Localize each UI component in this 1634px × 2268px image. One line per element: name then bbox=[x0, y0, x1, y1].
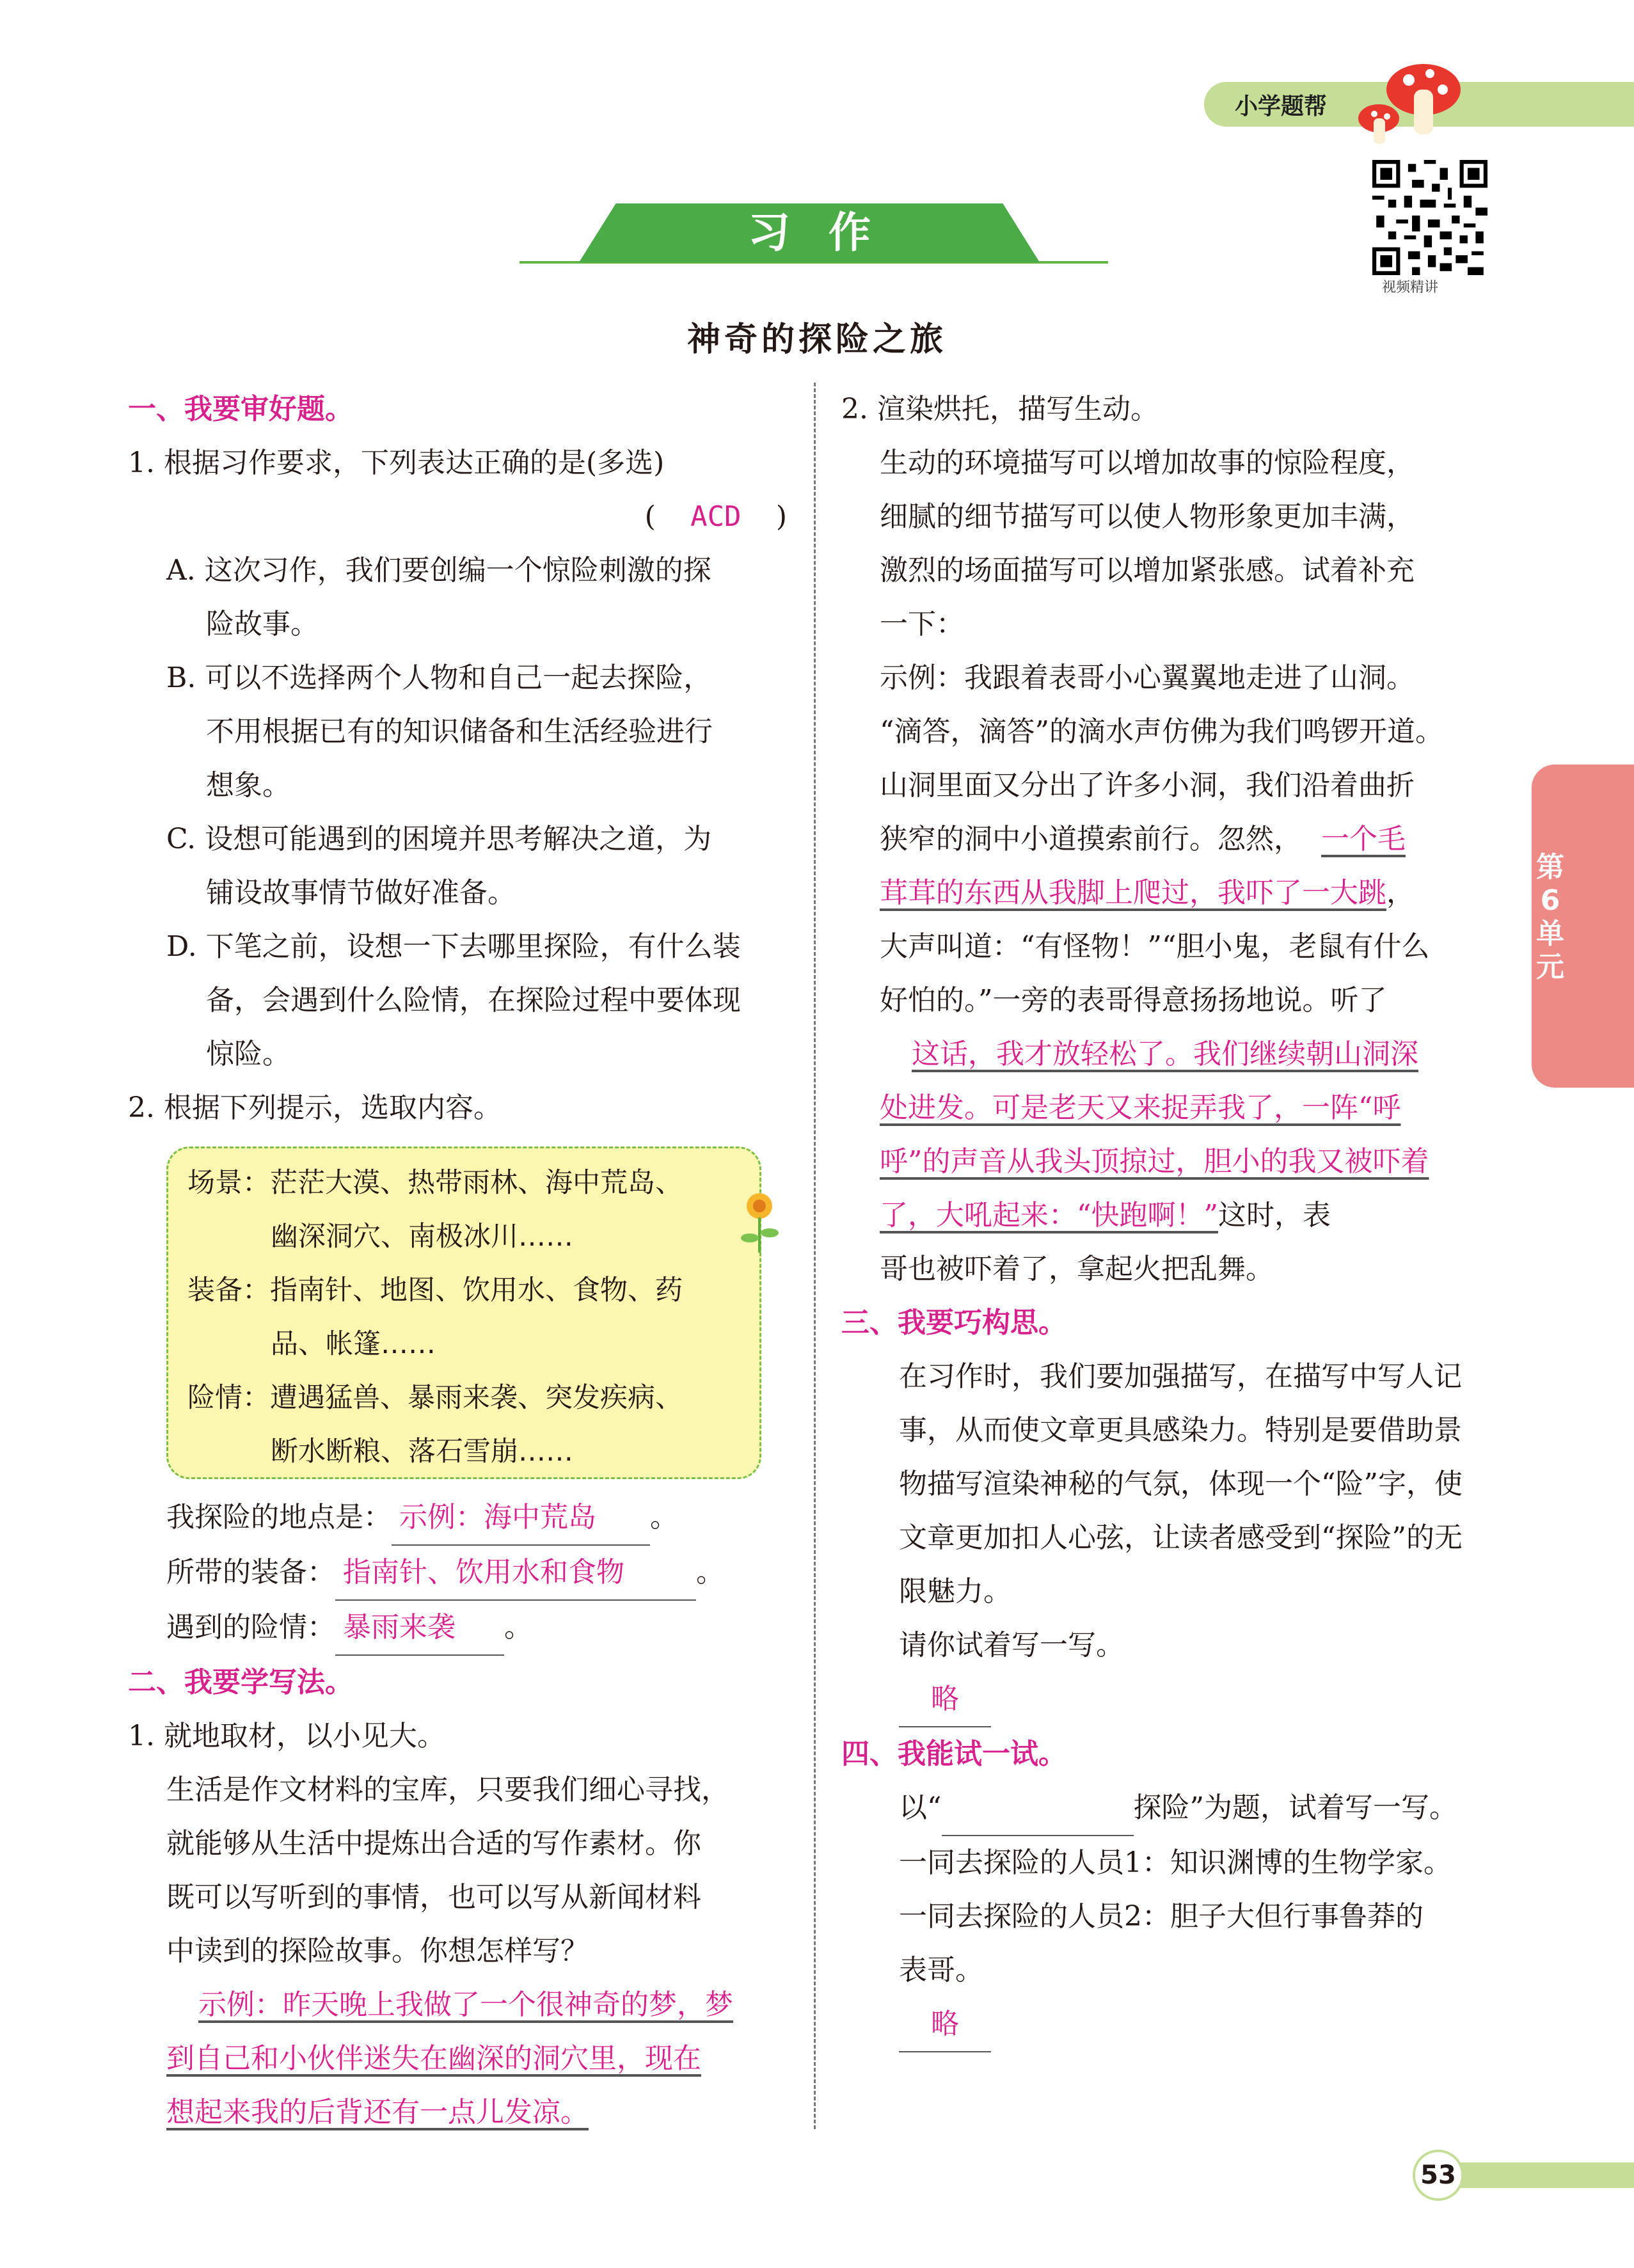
example-line7: 好怕的。”一旁的表哥得意扬扬地说。听了 bbox=[880, 984, 1387, 1017]
question-1: 1. 根据习作要求，下列表达正确的是(多选) bbox=[128, 447, 665, 479]
title-blank[interactable] bbox=[942, 1781, 1134, 1836]
option-d-line2: 备，会遇到什么险情，在探险过程中要体现 bbox=[206, 984, 741, 1017]
fill-danger-label: 遇到的险情： bbox=[166, 1611, 335, 1644]
method-2-text-line2: 细腻的细节描写可以使人物形象更加丰满， bbox=[880, 500, 1415, 533]
option-b-line3: 想象。 bbox=[206, 769, 290, 802]
method-1-answer-line2 bbox=[128, 2032, 793, 2086]
section-4-answer[interactable]: 略 bbox=[899, 1997, 991, 2052]
fill-location-answer[interactable]: 示例：海中荒岛 bbox=[392, 1491, 650, 1546]
method-2-text-line1: 生动的环境描写可以增加故事的惊险程度， bbox=[880, 447, 1415, 479]
hint-scene-line2: 幽深洞穴、南极冰川…… bbox=[271, 1221, 573, 1253]
example-line8 bbox=[841, 1027, 1507, 1081]
section-title: 习作 bbox=[748, 208, 909, 257]
method-2-heading: 2. 渲染烘托，描写生动。 bbox=[841, 393, 1159, 425]
example-text: 这时，表 bbox=[1218, 1199, 1331, 1232]
fill-equipment-label: 所带的装备： bbox=[166, 1556, 335, 1589]
fill-equipment-answer[interactable]: 指南针、饮用水和食物 bbox=[335, 1546, 696, 1601]
example-line5 bbox=[841, 866, 1507, 920]
method-2-text-line3: 激烈的场面描写可以增加紧张感。试着补充 bbox=[880, 554, 1415, 587]
section-heading-3: 三、我要巧构思。 bbox=[841, 1306, 1067, 1339]
example-answer[interactable]: 一个毛 bbox=[1321, 823, 1406, 855]
method-1-text-line3: 既可以写听到的事情，也可以写从新闻材料 bbox=[166, 1881, 701, 1914]
section-3-line6: 请你试着写一写。 bbox=[899, 1629, 1124, 1661]
fill-location-label: 我探险的地点是： bbox=[166, 1501, 392, 1534]
section-heading-2: 二、我要学写法。 bbox=[128, 1666, 353, 1699]
hint-danger-line2: 断水断粮、落石雪崩…… bbox=[271, 1436, 573, 1468]
example-line1: 示例：我跟着表哥小心翼翼地走进了山洞。 bbox=[880, 662, 1415, 694]
section-4-answer-row bbox=[841, 1997, 1507, 2052]
section-3-line5: 限魅力。 bbox=[899, 1575, 1011, 1608]
fill-danger-answer[interactable]: 暴雨来袭 bbox=[335, 1601, 504, 1656]
section-3-answer-row bbox=[841, 1672, 1507, 1727]
brand-name: 小学题帮 bbox=[1235, 93, 1328, 120]
method-1-text-line4: 中读到的探险故事。你想怎样写？ bbox=[166, 1935, 589, 1967]
method-1-text-line2: 就能够从生活中提炼出合适的写作素材。你 bbox=[166, 1827, 701, 1860]
method-1-text-line1: 生活是作文材料的宝库，只要我们细心寻找， bbox=[166, 1773, 729, 1806]
period: 。 bbox=[696, 1556, 724, 1589]
section-3-line4: 文章更加扣人心弦，让读者感受到“探险”的无 bbox=[899, 1521, 1463, 1554]
example-line3: 山洞里面又分出了许多小洞，我们沿着曲折 bbox=[880, 769, 1415, 802]
option-a-line2: 险故事。 bbox=[206, 608, 319, 640]
section-3-line3: 物描写渲染神秘的气氛，体现一个“险”字，使 bbox=[899, 1468, 1463, 1500]
hint-box bbox=[166, 1146, 761, 1479]
qr-caption: 视频精讲 bbox=[1382, 280, 1439, 296]
example-answer[interactable]: 呼”的声音从我头顶掠过，胆小的我又被吓着 bbox=[880, 1145, 1429, 1178]
section-4-text: 以“ bbox=[899, 1791, 942, 1824]
option-d-line3: 惊险。 bbox=[206, 1038, 290, 1070]
option-a-line1: A. 这次习作，我们要创编一个惊险刺激的探 bbox=[166, 554, 711, 587]
answer-row bbox=[128, 490, 793, 544]
paren-open: ( bbox=[644, 500, 656, 533]
qr-code-icon[interactable] bbox=[1372, 160, 1487, 275]
example-text: 狭窄的洞中小道摸索前行。忽然， bbox=[880, 823, 1302, 855]
page-title: 神奇的探险之旅 bbox=[686, 320, 947, 359]
section-3-line2: 事，从而使文章更具感染力。特别是要借助景 bbox=[899, 1414, 1462, 1447]
hint-equip-line1: 装备：指南针、地图、饮用水、食物、药 bbox=[187, 1274, 683, 1306]
answer-text[interactable]: 示例：昨天晚上我做了一个很神奇的梦，梦 bbox=[198, 1988, 733, 2021]
fill-equipment-row bbox=[128, 1546, 793, 1601]
option-b-line1: B. 可以不选择两个人物和自己一起去探险， bbox=[166, 662, 712, 694]
column-divider bbox=[814, 383, 816, 2129]
example-line12: 哥也被吓着了，拿起火把乱舞。 bbox=[880, 1253, 1274, 1285]
section-heading-1: 一、我要审好题。 bbox=[128, 393, 353, 425]
page-number: 53 bbox=[1413, 2150, 1464, 2201]
section-4-text: 探险”为题，试着写一写。 bbox=[1133, 1791, 1457, 1824]
fill-danger-row bbox=[128, 1601, 793, 1656]
option-d-line1: D. 下笔之前，设想一下去哪里探险，有什么装 bbox=[166, 930, 741, 963]
unit-label: 第6单元 bbox=[1536, 851, 1564, 983]
method-2-text-line4: 一下： bbox=[880, 608, 964, 640]
section-4-line4: 表哥。 bbox=[899, 1954, 983, 1986]
section-3-line1: 在习作时，我们要加强描写，在描写中写人记 bbox=[899, 1360, 1462, 1393]
mushroom-icon bbox=[1350, 51, 1471, 147]
example-line11 bbox=[841, 1189, 1507, 1242]
example-answer[interactable]: 茸茸的东西从我脚上爬过，我吓了一大跳 bbox=[880, 876, 1386, 909]
method-1-heading: 1. 就地取材，以小见大。 bbox=[128, 1720, 445, 1752]
fill-location-row bbox=[128, 1491, 793, 1546]
left-column bbox=[128, 383, 793, 2139]
section-4-line3: 一同去探险的人员2：胆子大但行事鲁莽的 bbox=[899, 1900, 1424, 1933]
option-c-line2: 铺设故事情节做好准备。 bbox=[206, 876, 516, 909]
section-4-line2: 一同去探险的人员1：知识渊博的生物学家。 bbox=[899, 1846, 1452, 1879]
section-3-answer[interactable]: 略 bbox=[899, 1672, 991, 1727]
example-line4 bbox=[841, 813, 1507, 866]
question-2: 2. 根据下列提示，选取内容。 bbox=[128, 1091, 502, 1124]
section-heading-4: 四、我能试一试。 bbox=[841, 1738, 1067, 1770]
method-1-answer-line1 bbox=[128, 1978, 793, 2032]
section-4-line1 bbox=[841, 1781, 1507, 1836]
answer-q1[interactable]: ACD bbox=[690, 500, 742, 533]
example-line9 bbox=[841, 1081, 1507, 1135]
example-answer[interactable]: 了，大吼起来：“快跑啊！” bbox=[880, 1199, 1218, 1232]
page-number-band bbox=[1452, 2162, 1634, 2188]
hint-scene-line1: 场景：茫茫大漠、热带雨林、海中荒岛、 bbox=[187, 1167, 683, 1199]
example-line2: “滴答，滴答”的滴水声仿佛为我们鸣锣开道。 bbox=[880, 715, 1443, 748]
hint-danger-line1: 险情：遭遇猛兽、暴雨来袭、突发疾病、 bbox=[187, 1382, 683, 1414]
example-line6: 大声叫道：“有怪物！”“胆小鬼，老鼠有什么 bbox=[880, 930, 1430, 963]
example-text: ， bbox=[1386, 876, 1415, 909]
answer-text[interactable]: 想起来我的后背还有一点儿发凉。 bbox=[166, 2096, 589, 2129]
example-answer[interactable]: 这话，我才放轻松了。我们继续朝山洞深 bbox=[912, 1038, 1418, 1070]
option-c-line1: C. 设想可能遇到的困境并思考解决之道，为 bbox=[166, 823, 712, 855]
method-1-answer-line3 bbox=[128, 2086, 793, 2139]
answer-text[interactable]: 到自己和小伙伴迷失在幽深的洞穴里，现在 bbox=[166, 2042, 701, 2075]
example-line10 bbox=[841, 1135, 1507, 1189]
period: 。 bbox=[504, 1611, 532, 1644]
paren-close: ) bbox=[775, 500, 787, 533]
example-answer[interactable]: 处进发。可是老天又来捉弄我了，一阵“呼 bbox=[880, 1091, 1401, 1124]
right-column bbox=[841, 383, 1507, 2052]
period: 。 bbox=[650, 1501, 678, 1534]
hint-equip-line2: 品、帐篷…… bbox=[271, 1328, 436, 1360]
flower-icon bbox=[734, 1187, 785, 1257]
option-b-line2: 不用根据已有的知识储备和生活经验进行 bbox=[206, 715, 713, 748]
